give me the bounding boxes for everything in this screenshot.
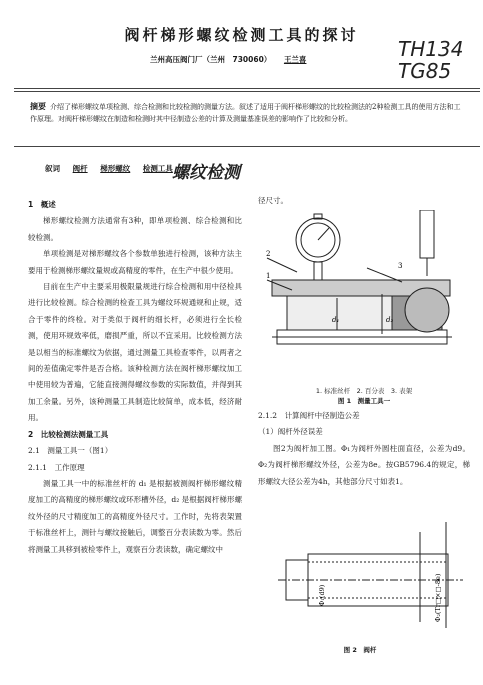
keyword-3: 检测工具: [142, 164, 173, 173]
keyword-2: 梯形螺纹: [100, 164, 131, 173]
fig1-label-1: 2: [266, 250, 271, 258]
abstract: [30, 101, 464, 125]
paragraph: 梯形螺纹检测方法通常有3种，即单项检测、综合检测和比较检测。: [28, 216, 242, 242]
keywords-label: 叙词: [45, 164, 60, 173]
fig2-label-phi2: Φ₂(Tr□×□-8e): [434, 573, 442, 622]
paragraph: 图2为阀杆加工图。Φ₁为阀杆外圆柱面直径，公差为d9。Φ₂为阀杆梯形螺纹外径，公差为8e。按GB5796.4的规定，梯形螺纹大径公差为4h，其他部分尺寸如表1。: [258, 443, 470, 486]
abstract-text: 介绍了梯形螺纹单项检测、综合检测和比较检测的测量方法。叙述了适用于阀杆梯形螺纹的比较检测法的2种检测工具的使用方法和工作原理。对阀杆梯形螺纹在制造和检测时其中径制造公差的计算及测量基准误差的影响作了比较和分析。: [30, 103, 461, 123]
figure-1-items: 1. 标准丝杆 2. 百分表 3. 表架: [315, 387, 413, 395]
abstract-label: 摘要: [30, 102, 46, 111]
section-heading: （1）阀杆外径误差: [258, 427, 323, 437]
keywords: [45, 163, 183, 174]
section-heading: 2.1 测量工具一（图1）: [28, 446, 113, 456]
section-heading: 1 概述: [28, 200, 56, 209]
divider-top: [14, 88, 480, 89]
right-column-top-text: 径尺寸。: [258, 196, 288, 205]
handwritten-keyword: 螺纹检测: [172, 163, 240, 183]
paragraph: 目前在生产中主要采用极限量规进行综合检测和用中径检具进行比较检测。综合检测的检查工具为螺纹环规通规和止规，适合于零件的终检。对于类似于阀杆的细长杆，必须进行全长检测，使用环规效率低，磨损严重，所以不宜采用。比较检测方法是以相当的标准螺纹为依据，通过测量工具检查零件，以两者之间的差值确定零件是否合格。该种检测方法在阀杆梯形螺纹加工中使用较为普遍，它能直接测得螺纹参数的实际数值，并得到其加工余量。另外，该种测量工具制造比较简单，成本低，经济耐用。: [28, 282, 242, 423]
indicator-arm-icon: [420, 210, 434, 258]
fig1-label-d1: d₁: [332, 316, 340, 324]
paragraph: 单项检测是对梯形螺纹各个参数单独进行检测，该种方法主要用于检测梯形螺纹量规或高精度的零件，在生产中很少使用。: [28, 249, 242, 275]
figure-2: [278, 522, 468, 632]
fig1-label-3: 3: [398, 262, 403, 270]
paragraph: 测量工具一中的标准丝杆的 d₁ 是根据被测阀杆梯形螺纹精度加工的高精度的梯形螺纹或环形槽外径，d₂ 是根据阀杆梯形螺纹外径的尺寸精度加工的高精度外径尺寸。工作时，先将表架置于标准丝杆上，测针与螺纹接触后，调整百分表读数为零。然后将测量工具移到被检零件上，观察百分表读数，确定螺纹中: [28, 478, 242, 554]
classification-number: [398, 38, 463, 82]
author-name: 王兰喜: [283, 55, 307, 64]
figure-1-caption: 图 1 测量工具一: [337, 397, 391, 405]
fig1-label-2: 1: [266, 272, 271, 280]
paper-title: 阀杆梯形螺纹检测工具的探讨: [124, 26, 359, 44]
affiliation: 兰州高压阀门厂（兰州 730060）: [150, 55, 272, 64]
right-column-body: [258, 408, 470, 490]
section-heading: 2.1.2 计算阀杆中径制造公差: [258, 411, 360, 420]
class-number-2: TG85: [398, 59, 452, 83]
keyword-1: 阀杆: [72, 164, 88, 173]
divider-abstract: [14, 146, 480, 147]
divider-top-2: [14, 91, 480, 92]
fig2-label-phi1: Φ₁(d9): [318, 584, 326, 606]
figure-2-caption: 图 2 阀杆: [343, 646, 377, 654]
figure-1: [262, 210, 472, 380]
class-number-1: TH134: [398, 37, 464, 61]
section-heading: 2.1.1 工作原理: [28, 462, 85, 472]
left-column: [28, 197, 242, 558]
right-column: [258, 193, 470, 209]
fig1-label-d2: d₂: [386, 316, 394, 324]
author-line: [150, 54, 306, 65]
section-heading: 2 比较检测法测量工具: [28, 429, 109, 439]
